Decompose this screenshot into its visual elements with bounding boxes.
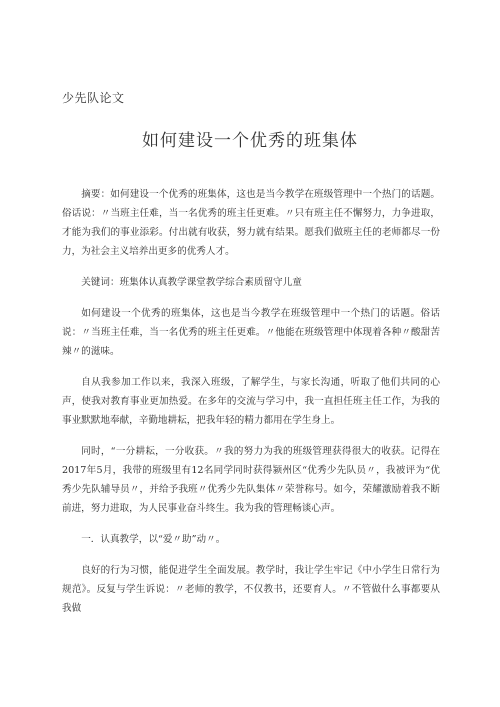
document-type-label: 少先队论文 [62,91,125,105]
body-paragraph: 良好的行为习惯，能促进学生全面发展。教学时，我让学生牢记《中小学生日常行为规范》。反复与学生诉说：〃老师的教学，不仅教书，还要育人。〃不管做什么事都要从我做 [62,565,440,614]
section-heading: 一．认真教学，以“爱〃助”动〃。 [81,534,226,545]
document-body [62,185,440,630]
keywords-paragraph: 关键词：班集体认真教学课堂教学综合素质留守儿童 [81,277,302,288]
document-title: 如何建设一个优秀的班集体 [142,131,358,151]
abstract-paragraph: 摘要：如何建设一个优秀的班集体，这也是当今教学在班级管理中一个热门的话题。俗话说：〃当班主任难，当一名优秀的班主任更难。〃只有班主任不懈努力，力争进取，才能为我们的事业添彩。付出就有收获，努力就有结果。愿我们做班主任的老师都尽一份力，为社会主义培养出更多的优秀人才。 [62,189,440,257]
body-paragraph: 如何建设一个优秀的班集体，这也是当今教学在班级管理中一个热门的话题。俗话说：〃当班主任难，当一名优秀的班主任更难。〃他能在班级管理中体现着各种〃酸甜苦辣〃的滋味。 [62,308,440,357]
body-paragraph: 同时，“一分耕耘，一分收获。〃我的努力为我的班级管理获得很大的收获。记得在2017年5月，我带的班级里有12名同学同时获得颍州区“优秀少先队员〃，我被评为“优秀少先队辅导员〃，并给予我班〃优秀少先队集体〃荣誉称号。如今，荣耀激励着我不断前进，努力进取，为人民事业奋斗终生。我为我的管理畅谈心声。 [62,446,440,514]
body-paragraph: 自从我参加工作以来，我深入班级，了解学生，与家长沟通，听取了他们共同的心声，使我对教育事业更加热爱。在多年的交流与学习中，我一直担任班主任工作，为我的事业默默地奉献，辛勤地耕耘，把我年轻的精力都用在学生身上。 [62,377,440,426]
